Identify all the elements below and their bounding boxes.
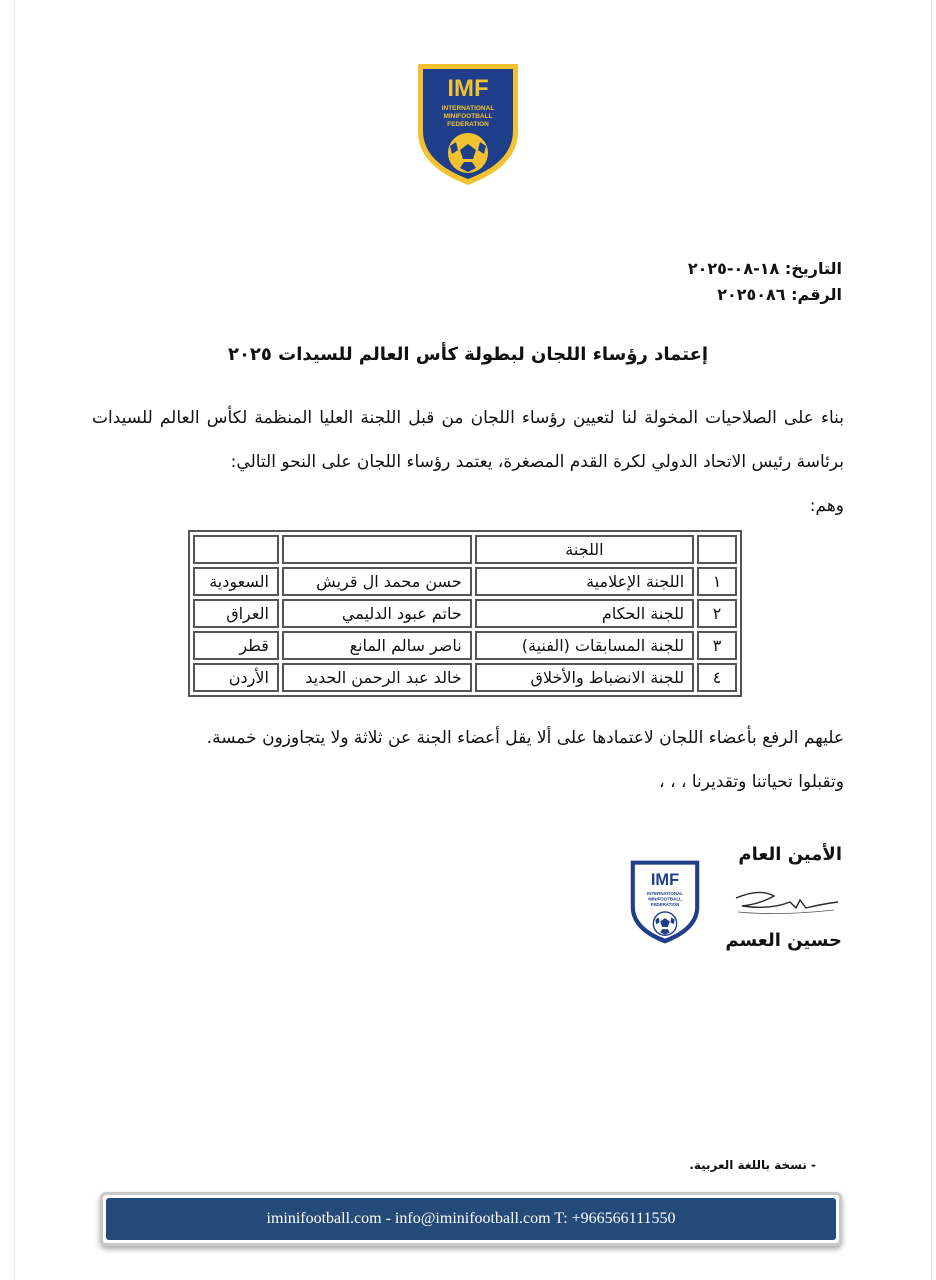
- handwritten-signature: [730, 884, 842, 924]
- row-name: حاتم عبود الدليمي: [282, 599, 472, 628]
- document-meta: [688, 256, 842, 308]
- body-paragraph: بناء على الصلاحيات المخولة لنا لتعيين رؤساء اللجان من قبل اللجنة العليا المنظمة لكأس العالم للسيدات برئاسة رئيس الاتحاد الدولي لكرة القدم المصغرة، يعتمد رؤساء اللجان على النحو التالي:: [92, 408, 844, 472]
- page-edge-left: [14, 0, 15, 1280]
- body-text: [92, 396, 844, 528]
- row-committee: للجنة الانضباط والأخلاق: [475, 663, 694, 692]
- row-country: السعودية: [193, 567, 279, 596]
- page-edge-right: [931, 0, 932, 1280]
- row-name: ناصر سالم المانع: [282, 631, 472, 660]
- header-committee: اللجنة: [475, 535, 694, 564]
- imf-stamp-logo: [628, 856, 702, 946]
- table-row: [193, 599, 737, 628]
- stamp-line1: INTERNATIONAL: [647, 890, 683, 896]
- football-icon: [448, 133, 488, 173]
- stamp-abbr: IMF: [650, 871, 680, 890]
- row-name: خالد عبد الرحمن الحديد: [282, 663, 472, 692]
- row-country: الأردن: [193, 663, 279, 692]
- table-row: [193, 567, 737, 596]
- copy-note: - نسخة باللغة العربية.: [689, 1158, 816, 1172]
- header-country: [193, 535, 279, 564]
- row-name: حسن محمد ال قريش: [282, 567, 472, 596]
- header-num: [697, 535, 737, 564]
- table-header-row: [193, 535, 737, 564]
- closing-text: [92, 716, 844, 804]
- row-committee: للجنة الحكام: [475, 599, 694, 628]
- body-lead: وهم:: [809, 496, 844, 516]
- table-row: [193, 631, 737, 660]
- number-line: الرقم: ٢٠٢٥٠٨٦: [717, 285, 842, 304]
- row-num: ٤: [697, 663, 737, 692]
- row-num: ١: [697, 567, 737, 596]
- document-title: إعتماد رؤساء اللجان لبطولة كأس العالم للسيدات ٢٠٢٥: [227, 344, 709, 365]
- row-committee: اللجنة الإعلامية: [475, 567, 694, 596]
- stamp-line2: MINIFOOTBALL: [648, 896, 682, 902]
- table-row: [193, 663, 737, 692]
- row-committee: للجنة المسابقات (الفنية): [475, 631, 694, 660]
- date-line: التاريخ: ١٨-٠٨-٢٠٢٥: [687, 259, 842, 278]
- signatory-name: حسين العسم: [725, 930, 842, 951]
- closing-line-1: عليهم الرفع بأعضاء اللجان لاعتمادها على ألا يقل أعضاء الجنة عن ثلاثة ولا يتجاوزون خمسة.: [206, 728, 844, 748]
- football-icon: [653, 912, 676, 935]
- row-country: قطر: [193, 631, 279, 660]
- imf-logo: [414, 58, 522, 188]
- logo-line1: INTERNATIONAL: [441, 105, 495, 112]
- row-country: العراق: [193, 599, 279, 628]
- row-num: ٢: [697, 599, 737, 628]
- row-num: ٣: [697, 631, 737, 660]
- committees-table: [188, 530, 742, 697]
- logo-abbr: IMF: [447, 75, 489, 102]
- footer-contact: iminifootball.com - info@iminifootball.com T: +966566111550: [106, 1198, 836, 1240]
- footer-bar: [100, 1192, 842, 1246]
- closing-line-2: وتقبلوا تحياتنا وتقديرنا ، ، ،: [659, 772, 844, 792]
- header-name: [282, 535, 472, 564]
- stamp-line3: FEDERATION: [650, 901, 680, 907]
- logo-line2: MINIFOOTBALL: [443, 113, 493, 120]
- signatory-role: الأمين العام: [738, 844, 842, 865]
- logo-line3: FEDERATION: [447, 121, 489, 128]
